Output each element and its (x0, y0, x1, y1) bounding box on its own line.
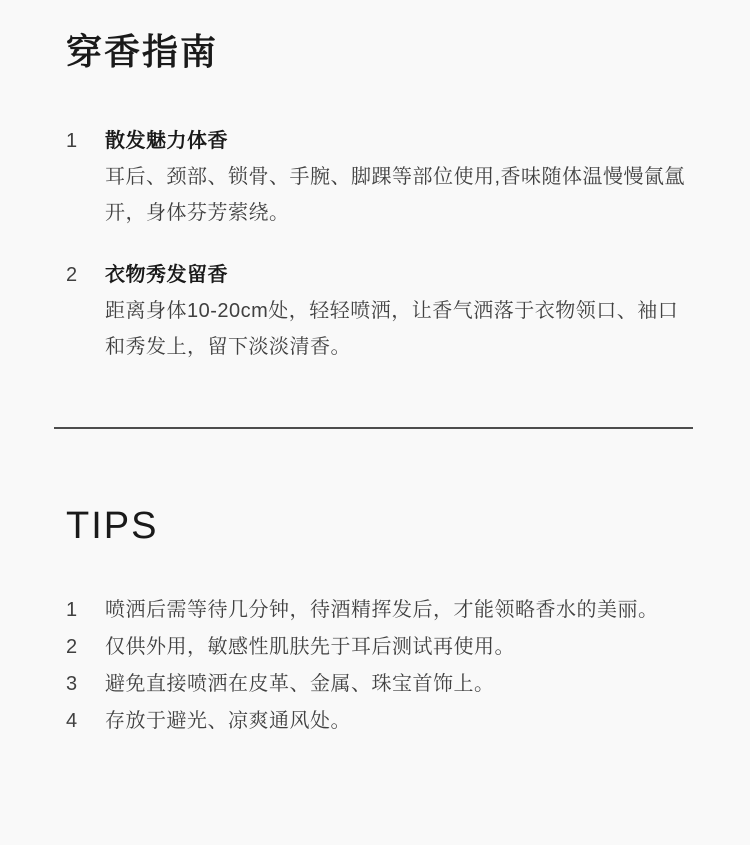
tip-text: 仅供外用，敏感性肌肤先于耳后测试再使用。 (105, 636, 515, 658)
guide-item-number: 2 (66, 264, 78, 286)
tip-text: 存放于避光、凉爽通风处。 (105, 710, 351, 732)
guide-item-heading-row (66, 257, 684, 293)
section-divider (54, 427, 693, 429)
tip-text: 避免直接喷洒在皮革、金属、珠宝首饰上。 (105, 673, 495, 695)
tip-number: 4 (66, 710, 78, 732)
guide-item-description: 距离身体10-20cm处，轻轻喷洒，让香气洒落于衣物领口、袖口和秀发上，留下淡淡清香。 (105, 300, 679, 358)
tips-section (0, 502, 750, 740)
tips-section-title: TIPS (66, 505, 159, 547)
tips-list (66, 592, 684, 740)
tip-number: 1 (66, 599, 78, 621)
guide-item-clothes-hair (66, 257, 684, 365)
guide-list (66, 123, 684, 365)
tip-number: 2 (66, 636, 78, 658)
guide-item-title: 散发魅力体香 (105, 130, 228, 152)
tip-item (66, 666, 684, 703)
guide-item-number: 1 (66, 130, 78, 152)
tip-text: 喷洒后需等待几分钟，待酒精挥发后，才能领略香水的美丽。 (105, 599, 659, 621)
guide-section-title: 穿香指南 (66, 31, 219, 72)
tip-item (66, 629, 684, 666)
guide-item-title: 衣物秀发留香 (105, 264, 228, 286)
tip-item (66, 703, 684, 740)
tip-number: 3 (66, 673, 78, 695)
fragrance-guide-section (0, 0, 750, 365)
guide-item-body-scent (66, 123, 684, 231)
tip-item (66, 592, 684, 629)
guide-item-heading-row (66, 123, 684, 159)
guide-item-description: 耳后、颈部、锁骨、手腕、脚踝等部位使用,香味随体温慢慢氤氲开，身体芬芳萦绕。 (105, 166, 686, 224)
